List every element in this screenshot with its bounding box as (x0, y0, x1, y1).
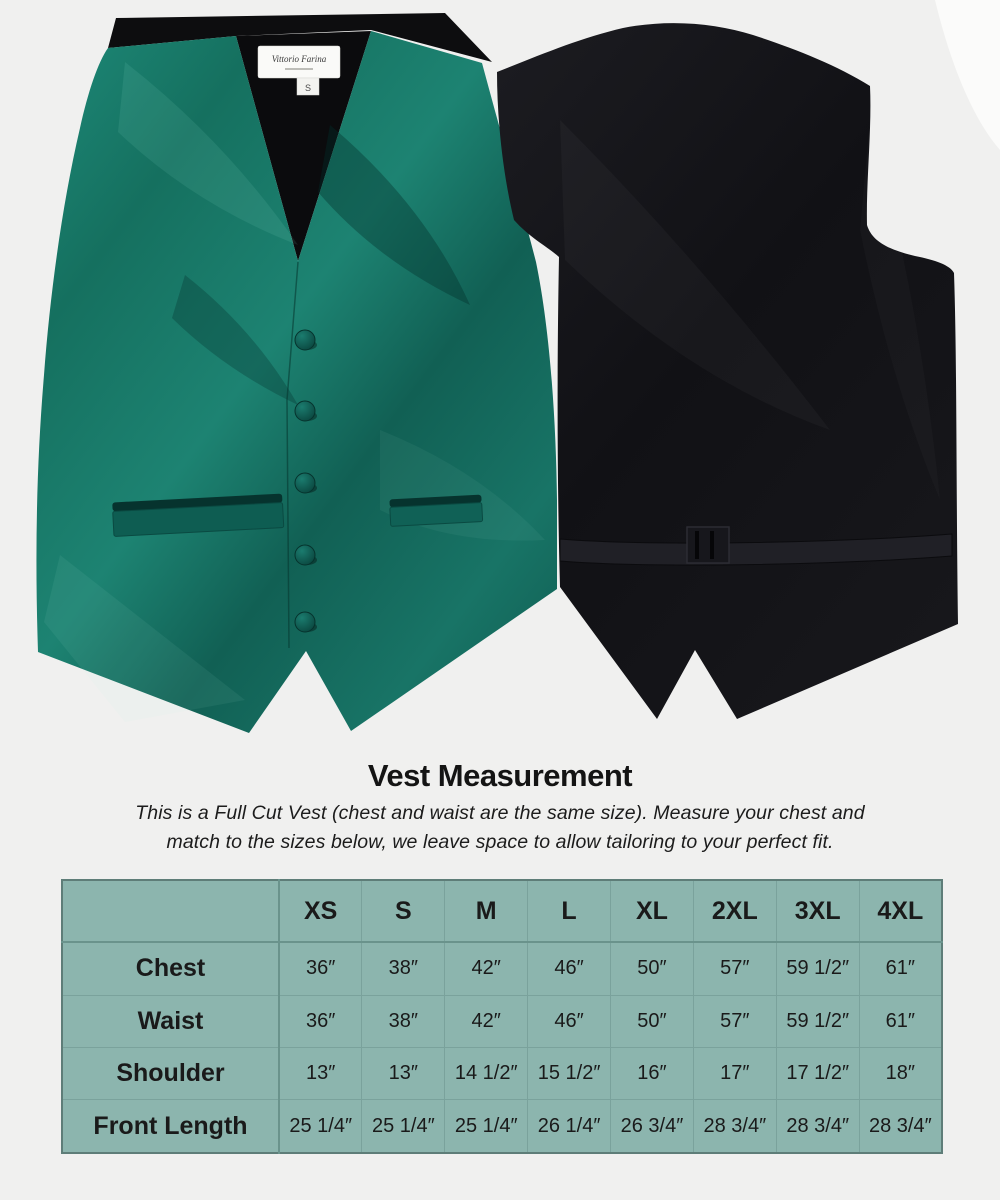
size-value-cell: 17″ (693, 1047, 776, 1099)
size-value-cell: 46″ (528, 995, 611, 1047)
size-column-header-3xl: 3XL (776, 880, 859, 942)
size-value-cell: 42″ (445, 995, 528, 1047)
size-value-cell: 25 1/4″ (445, 1100, 528, 1153)
size-column-header-xl: XL (611, 880, 694, 942)
size-value-cell: 46″ (528, 942, 611, 995)
description-line-2: match to the sizes below, we leave space to allow tailoring to your perfect fit. (166, 830, 834, 853)
size-table-row (62, 1047, 942, 1099)
size-table-row (62, 942, 942, 995)
size-value-cell: 50″ (611, 995, 694, 1047)
brand-label-text: Vittorio Farina (271, 54, 327, 64)
size-value-cell: 25 1/4″ (279, 1100, 362, 1153)
size-column-header-xs: XS (279, 880, 362, 942)
size-value-cell: 57″ (693, 942, 776, 995)
size-column-header-4xl: 4XL (859, 880, 942, 942)
section-title: Vest Measurement (367, 758, 633, 793)
size-value-cell: 18″ (859, 1047, 942, 1099)
row-label-front-length: Front Length (62, 1100, 279, 1153)
size-value-cell: 50″ (611, 942, 694, 995)
size-value-cell: 17 1/2″ (776, 1047, 859, 1099)
size-value-cell: 13″ (279, 1047, 362, 1099)
size-value-cell: 36″ (279, 942, 362, 995)
size-value-cell: 15 1/2″ (528, 1047, 611, 1099)
row-label-waist: Waist (62, 995, 279, 1047)
size-table-corner-cell (62, 880, 279, 942)
photo-background-highlight (935, 0, 1000, 150)
size-value-cell: 26 3/4″ (611, 1100, 694, 1153)
right-welt-pocket (389, 495, 482, 527)
size-value-cell: 13″ (362, 1047, 445, 1099)
size-table-row (62, 1100, 942, 1153)
size-value-cell: 57″ (693, 995, 776, 1047)
size-table-row (62, 995, 942, 1047)
vest-button (295, 612, 315, 632)
vest-button (295, 330, 315, 350)
section-description (50, 799, 950, 856)
size-column-header-2xl: 2XL (693, 880, 776, 942)
size-value-cell: 61″ (859, 995, 942, 1047)
size-value-cell: 14 1/2″ (445, 1047, 528, 1099)
size-value-cell: 59 1/2″ (776, 995, 859, 1047)
vest-button (295, 545, 315, 565)
size-column-header-m: M (445, 880, 528, 942)
size-value-cell: 16″ (611, 1047, 694, 1099)
front-vest-photo (36, 13, 557, 733)
size-value-cell: 36″ (279, 995, 362, 1047)
row-label-shoulder: Shoulder (62, 1047, 279, 1099)
size-value-cell: 42″ (445, 942, 528, 995)
row-label-chest: Chest (62, 942, 279, 995)
size-table-header-row (62, 880, 942, 942)
size-value-cell: 25 1/4″ (362, 1100, 445, 1153)
size-table (61, 879, 943, 1154)
vest-button (295, 401, 315, 421)
size-tag-text: S (304, 83, 312, 93)
size-column-header-l: L (528, 880, 611, 942)
size-value-cell: 61″ (859, 942, 942, 995)
size-value-cell: 28 3/4″ (693, 1100, 776, 1153)
description-line-1: This is a Full Cut Vest (chest and waist are the same size). Measure your chest and (135, 802, 865, 824)
size-value-cell: 28 3/4″ (859, 1100, 942, 1153)
size-column-header-s: S (362, 880, 445, 942)
size-value-cell: 26 1/4″ (528, 1100, 611, 1153)
size-value-cell: 28 3/4″ (776, 1100, 859, 1153)
adjuster-buckle (687, 527, 729, 563)
size-value-cell: 38″ (362, 942, 445, 995)
vest-button (295, 473, 315, 493)
back-vest-photo (497, 23, 958, 719)
size-value-cell: 38″ (362, 995, 445, 1047)
size-value-cell: 59 1/2″ (776, 942, 859, 995)
